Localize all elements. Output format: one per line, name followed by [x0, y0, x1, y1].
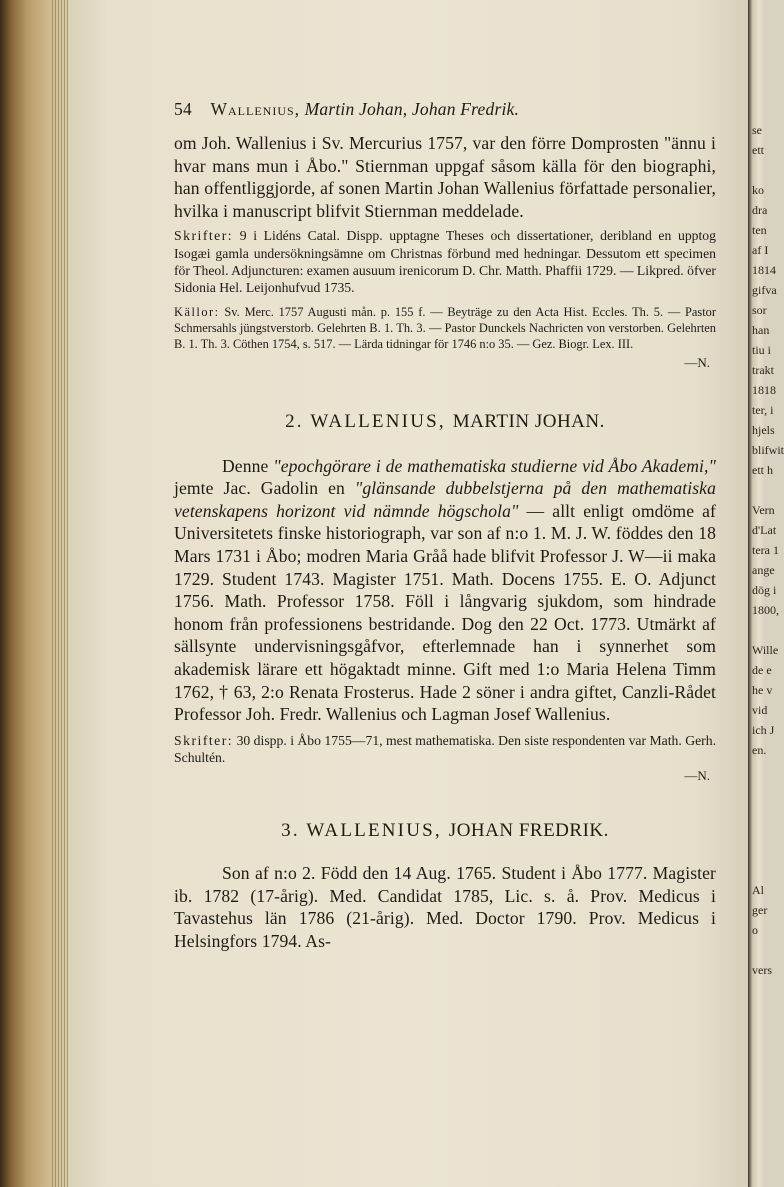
facing-page-fragment: dra	[752, 203, 768, 217]
entry3-heading	[174, 820, 716, 842]
facing-page-fragment	[752, 760, 766, 780]
facing-page-fragment	[752, 780, 766, 800]
facing-page-fragment: sor	[752, 303, 767, 317]
page-content	[174, 96, 716, 952]
skrifter-text: 9 i Lidéns Catal. Dispp. upptagne Theses och dissertationer, deribland en upptog Isogæi gamla undersökningsämne om Christnas förbund med hedningar. Dessutom ett specimen för Theol. Adjuncturen: examen ausuum irenicorum D. Chr. Matth. Phaffii 1729. — Likpred. öfver Sidonia Hel. Leijonhufvud 1735.	[174, 228, 716, 295]
facing-page-fragment: ko	[752, 183, 764, 197]
facing-page-fragment: 1800,	[752, 603, 779, 617]
facing-page-fragment: af I	[752, 243, 769, 257]
facing-page-fragment: hjels	[752, 423, 775, 437]
entry1-skrifter	[174, 227, 716, 296]
facing-page-fragment: tera 1	[752, 543, 779, 557]
facing-page-fragment: Wille	[752, 643, 779, 657]
facing-page-edge	[748, 0, 784, 1187]
page-number: 54	[174, 99, 192, 119]
entry2-quote1: "epochgörare i de mathematiska studierne vid Åbo Akademi,"	[273, 455, 717, 476]
facing-page-fragment: dög i	[752, 583, 777, 597]
facing-page-fragment: ange	[752, 563, 775, 577]
entry3-given: JOHAN FREDRIK.	[448, 820, 609, 842]
facing-page-fragment: en.	[752, 743, 767, 757]
facing-page-fragment: trakt	[752, 363, 774, 377]
facing-page-fragment	[752, 620, 766, 640]
facing-page-fragment: d'Lat	[752, 523, 777, 537]
facing-page-fragment	[752, 860, 766, 880]
facing-page-fragment	[752, 160, 766, 180]
skrifter-label: Skrifter:	[174, 228, 234, 244]
facing-page-fragment: gifva	[752, 283, 777, 297]
facing-page-fragment	[752, 480, 766, 500]
skrifter-label: Skrifter:	[174, 732, 234, 748]
facing-page-text-fragments	[752, 120, 784, 980]
facing-page-fragment: ich J	[752, 723, 775, 737]
entry3-surname: WALLENIUS,	[306, 820, 442, 842]
facing-page-fragment: de e	[752, 663, 772, 677]
kallor-label: Källor:	[174, 305, 220, 320]
facing-page-fragment: ett h	[752, 463, 773, 477]
facing-page-fragment: tiu i	[752, 343, 772, 357]
facing-page-fragment: ger	[752, 903, 768, 917]
entry2-skrifter	[174, 732, 716, 766]
entry2-heading	[174, 411, 716, 433]
facing-page-fragment: ett	[752, 143, 764, 157]
facing-page-fragment: vid	[752, 703, 768, 717]
facing-page-fragment	[752, 820, 766, 840]
facing-page-fragment: han	[752, 323, 770, 337]
facing-page-fragment	[752, 840, 766, 860]
facing-page-fragment: ten	[752, 223, 767, 237]
entry2-quote2: "glänsande dubbelstjerna på den mathematiska vetenskapens horizont vid nämnde högschola"	[174, 478, 716, 521]
book-binding-gutter	[0, 0, 68, 1187]
entry2-p1: Denne	[222, 455, 269, 476]
entry2-number: 2.	[285, 410, 304, 432]
entry1-signature: —N.	[684, 354, 710, 370]
facing-page-fragment: ter, i	[752, 403, 774, 417]
facing-page-fragment: 1814	[752, 263, 776, 277]
facing-page-fragment: vers	[752, 963, 772, 977]
kallor-text: Sv. Merc. 1757 Augusti mån. p. 155 f. — Beyträge zu den Acta Hist. Eccles. Th. 5. — Pastor Schmersahls jüngstverstorb. Gelehrten B. 1. Th. 3. — Pastor Dunckels Nachricten von verstorben. Gelehrten B. 1. Th. 3. Cöthen 1754, s. 517. — Lärda tidningar för 1746 n:o 35. — Gez. Biogr. Lex. III.	[174, 305, 716, 351]
facing-page-fragment	[752, 800, 766, 820]
running-head-given-names: Martin Johan, Johan Fredrik.	[304, 99, 520, 119]
entry1-kallor	[174, 305, 716, 352]
facing-page-fragment: Vern	[752, 503, 775, 517]
facing-page-fragment: he v	[752, 683, 773, 697]
entry2-signature: —N.	[684, 768, 710, 784]
entry2-surname: WALLENIUS,	[310, 410, 446, 432]
entry1-body: om Joh. Wallenius i Sv. Mercurius 1757, var den förre Domprosten "ännu i hvar mans mun i Åbo." Stiernman uppgaf såsom källa för den biographi, han offentliggjorde, af sonen Martin Johan Wallenius författade personalier, hvilka i manuscript blifvit Stiernman meddelade.	[174, 133, 716, 221]
entry2-p2: jemte Jac. Gadolin en	[174, 478, 345, 499]
entry2-given: MARTIN JOHAN.	[452, 410, 605, 432]
running-head-surname: Wallenius,	[210, 99, 301, 119]
facing-page-fragment: Al	[752, 883, 764, 897]
facing-page-fragment	[752, 940, 766, 960]
entry3-body: Son af n:o 2. Född den 14 Aug. 1765. Student i Åbo 1777. Magister ib. 1782 (17-årig). Med. Candidat 1785, Lic. s. å. Prov. Medicus i Tavastehus län 1786 (21-årig). Med. Doctor 1790. Prov. Medicus i Helsingfors 1794. As-	[174, 863, 716, 951]
entry3-number: 3.	[281, 820, 300, 842]
entry2-p3: — allt enligt omdöme af Universitetets finske historiograph, var son af n:o 1. M. J. W. föddes den 18 Mars 1731 i Åbo; modren Maria Gråå hade blifvit Professor J. W—ii maka 1729. Student 1743. Magister 1751. Math. Docens 1755. E. O. Adjunct 1756. Math. Professor 1758. Föll i långvarig sjukdom, som hindrade honom från professionens bestridande. Dog den 22 Oct. 1773. Utmärkt af sällsynte undervisningsgåfvor, efterlemnade han i synnerhet som akademisk lärare ett högaktadt minne. Gift med 1:o Maria Helena Timm 1762, † 63, 2:o Renata Frosterus. Hade 2 söner i andra giftet, Canzli-Rådet Professor Joh. Fredr. Wallenius och Lagman Josef Wallenius.	[174, 500, 717, 725]
entry2-body	[174, 455, 716, 726]
facing-page-fragment: 1818	[752, 383, 776, 397]
facing-page-fragment: se	[752, 123, 762, 137]
skrifter-text: 30 dispp. i Åbo 1755—71, mest mathematiska. Den siste respondenten var Math. Gerh. Schultén.	[174, 732, 717, 765]
facing-page-fragment: blifwit	[752, 443, 784, 457]
facing-page-fragment: o	[752, 923, 758, 937]
running-head	[174, 96, 716, 122]
